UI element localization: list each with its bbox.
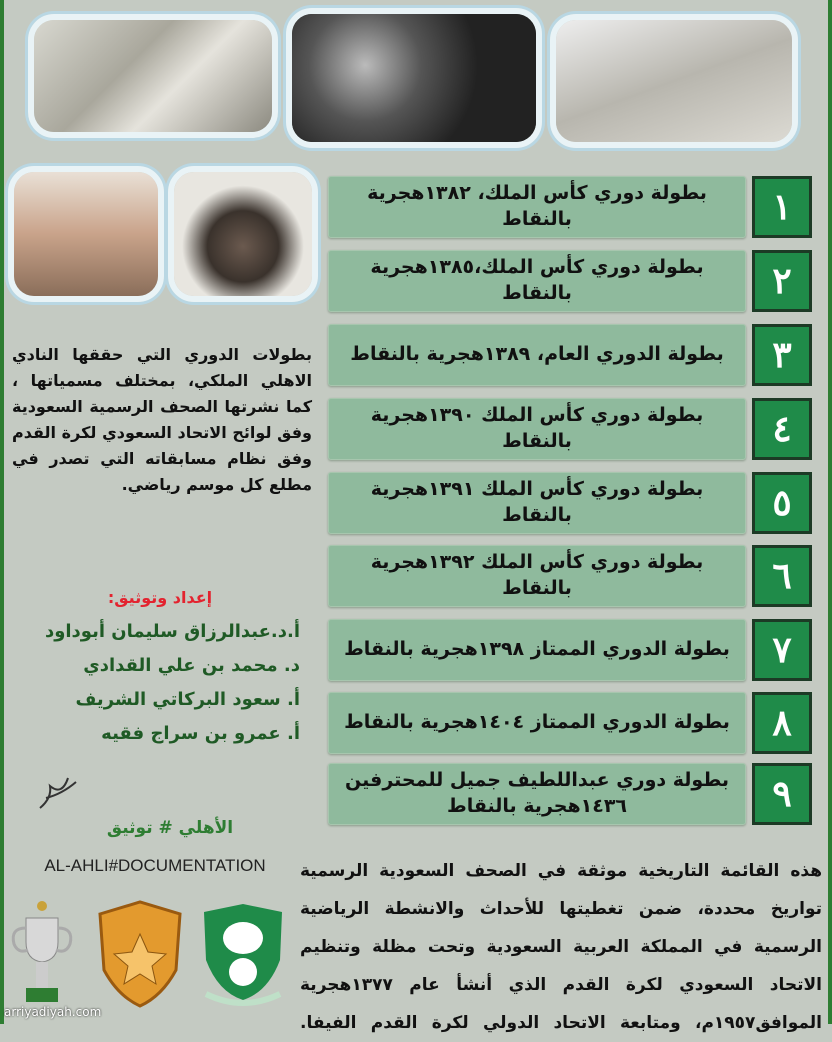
championship-number-badge: ١: [752, 176, 812, 238]
championship-number-badge: ٦: [752, 545, 812, 607]
old-club-crest-icon: [92, 900, 188, 1010]
credit-name: أ. عمرو بن سراج فقيه: [101, 723, 300, 744]
championship-number-badge: ٨: [752, 692, 812, 754]
championship-number-badge: ٣: [752, 324, 812, 386]
championship-item-text: بطولة الدوري العام، ١٣٨٩هجرية بالنقاط: [328, 324, 746, 386]
championship-item-text: بطولة دوري كأس الملك ١٣٩٢هجرية بالنقاط: [328, 545, 746, 607]
al-ahli-logo-icon: [198, 902, 288, 1010]
hashtag-english: AL-AHLI#DOCUMENTATION: [44, 856, 266, 875]
trophy-icon: [6, 898, 78, 1010]
championship-item-text: بطولة دوري كأس الملك، ١٣٨٢هجرية بالنقاط: [328, 176, 746, 238]
newspaper-page-photo: [550, 14, 798, 148]
intro-text: بطولات الدوري التي حققها النادي الاهلي الملكي، بمختلف مسمياتها ، كما نشرتها الصحف الرسمية السعودية وفق لوائح الاتحاد السعودي لكرة القدم وفق نظام مسابقاته التي تصدر في مطلع كل موسم رياضي.: [12, 345, 312, 494]
signature-icon: [32, 768, 82, 816]
players-trophy-photo: [286, 8, 542, 148]
hashtag-arabic: الأهلي # توثيق: [106, 818, 234, 838]
credit-name: أ. سعود البركاتي الشريف: [75, 689, 300, 710]
championship-number-badge: ٢: [752, 250, 812, 312]
credits-heading: إعداد وتوثيق:: [107, 588, 213, 607]
officials-photo: [8, 166, 164, 302]
championship-item-text: بطولة الدوري الممتاز ١٤٠٤هجرية بالنقاط: [328, 692, 746, 754]
king-portrait-photo: [168, 166, 318, 302]
championship-item-text: بطولة دوري عبداللطيف جميل للمحترفين ١٤٣٦هجرية بالنقاط: [328, 763, 746, 825]
championship-item-text: بطولة دوري كأس الملك ١٣٩١هجرية بالنقاط: [328, 472, 746, 534]
championship-item-text: بطولة الدوري الممتاز ١٣٩٨هجرية بالنقاط: [328, 619, 746, 681]
watermark: arriyadiyah.com: [4, 1005, 102, 1019]
championship-number-badge: ٤: [752, 398, 812, 460]
championship-number-badge: ٩: [752, 763, 812, 825]
newspaper-clipping-photo: [28, 14, 278, 138]
championship-item-text: بطولة دوري كأس الملك،١٣٨٥هجرية بالنقاط: [328, 250, 746, 312]
credit-name: أ.د.عبدالرزاق سليمان أبوداود: [44, 621, 300, 642]
championship-item-text: بطولة دوري كأس الملك ١٣٩٠هجرية بالنقاط: [328, 398, 746, 460]
championship-number-badge: ٧: [752, 619, 812, 681]
championship-number-badge: ٥: [752, 472, 812, 534]
credits-block: [20, 588, 300, 751]
footer-text: هذه القائمة التاريخية موثقة في الصحف السعودية الرسمية تواريخ محددة، ضمن تغطيتها للأحداث والانشطة الرياضية الرسمية في المملكة العربية السعودية وتحت مظلة وتنظيم الاتحاد السعودي لكرة القدم الذي أنشأ عام ١٣٧٧هجرية الموافق١٩٥٧م، ومتابعة الاتحاد الدولي لكرة القدم الفيفا.: [300, 861, 822, 1033]
credit-name: د. محمد بن علي القدادي: [83, 655, 300, 676]
